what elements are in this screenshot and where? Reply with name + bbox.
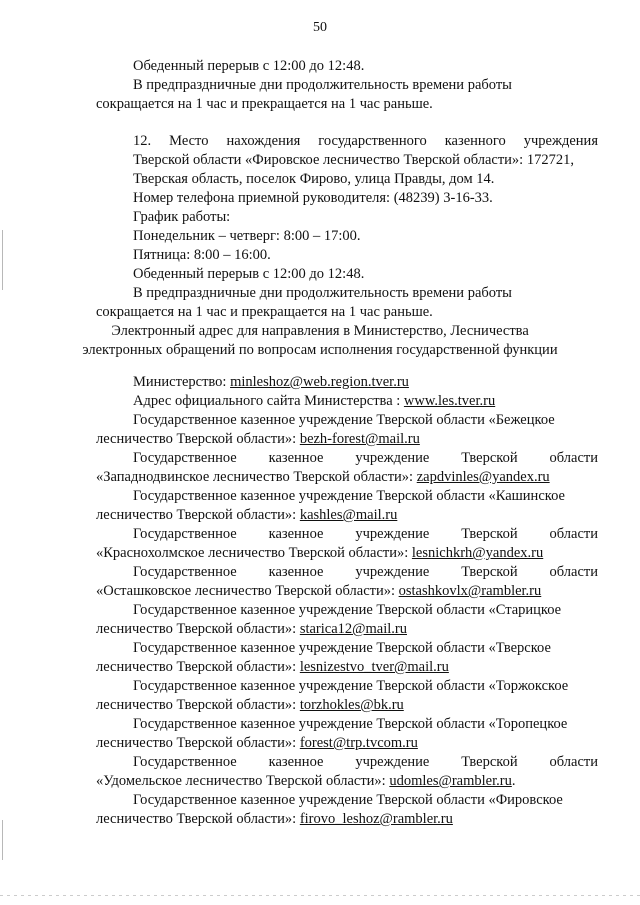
section-heading-line2: электронных обращений по вопросам исполнения государственной функции	[82, 342, 558, 358]
holiday-line: В предпраздничные дни продолжительность времени работы	[133, 77, 512, 93]
firov-line2	[96, 810, 453, 829]
osta-word: Государственное	[133, 564, 237, 580]
zap-line1	[133, 449, 598, 468]
udom-label: «Удомельское лесничество Тверской области»:	[96, 773, 390, 789]
udom-line2	[96, 772, 515, 791]
item-12-address: Тверская область, поселок Фирово, улица Правды, дом 14.	[133, 171, 495, 187]
ministry-label: Министерство:	[133, 374, 231, 390]
kras-line1	[133, 525, 598, 544]
bezh-line2	[96, 430, 420, 449]
osta-word: учреждение	[355, 564, 430, 580]
bezh-email-link[interactable]: bezh-forest@mail.ru	[299, 431, 420, 447]
item-word: Место	[169, 133, 209, 149]
schedule-fri: Пятница: 8:00 – 16:00.	[133, 247, 271, 263]
site-label: Адрес официального сайта Министерства :	[133, 393, 404, 409]
star-label: лесничество Тверской области»:	[96, 621, 300, 637]
star-email-link[interactable]: starica12@mail.ru	[299, 621, 407, 637]
item-word: государственного	[318, 133, 427, 149]
ministry-email-link[interactable]: minleshoz@web.region.tver.ru	[230, 374, 409, 390]
zap-word: казенное	[268, 450, 324, 466]
torzh-line2	[96, 696, 404, 715]
schedule-lunch: Обеденный перерыв с 12:00 до 12:48.	[133, 266, 365, 282]
torop-email-link[interactable]: forest@trp.tvcom.ru	[299, 735, 418, 751]
osta-word: Тверской	[461, 564, 518, 580]
zap-word: области	[549, 450, 598, 466]
udom-line1	[133, 753, 598, 772]
udom-word: Тверской	[461, 754, 518, 770]
tver-line2	[96, 658, 449, 677]
ministry-email-line	[133, 373, 409, 392]
kash-line2	[96, 506, 397, 525]
schedule-title: График работы:	[133, 209, 231, 225]
section-heading-line1: Электронный адрес для направления в Министерство, Лесничества	[111, 323, 529, 339]
kras-email-link[interactable]: lesnichkrh@yandex.ru	[411, 545, 544, 561]
firov-email-link[interactable]: firovo_leshoz@rambler.ru	[299, 811, 453, 827]
zap-label: «Западнодвинское лесничество Тверской области»:	[96, 469, 417, 485]
scan-edge-mark	[2, 230, 3, 290]
torzh-email-link[interactable]: torzhokles@bk.ru	[299, 697, 404, 713]
udom-word: области	[549, 754, 598, 770]
kras-label: «Краснохолмское лесничество Тверской области»:	[96, 545, 412, 561]
zap-word: Тверской	[461, 450, 518, 466]
site-line	[133, 392, 495, 411]
item-12-heading	[133, 132, 598, 151]
item-word: казенного	[444, 133, 506, 149]
schedule-holiday-cont: сокращается на 1 час и прекращается на 1 час раньше.	[96, 304, 433, 320]
zap-word: учреждение	[355, 450, 430, 466]
kras-word: учреждение	[355, 526, 430, 542]
osta-label: «Осташковское лесничество Тверской области»:	[96, 583, 399, 599]
zap-email-link[interactable]: zapdvinles@yandex.ru	[416, 469, 550, 485]
udom-word: казенное	[268, 754, 324, 770]
osta-email-link[interactable]: ostashkovlx@rambler.ru	[398, 583, 542, 599]
torop-label: лесничество Тверской области»:	[96, 735, 300, 751]
udom-word: Государственное	[133, 754, 237, 770]
firov-label: лесничество Тверской области»:	[96, 811, 300, 827]
kash-label: лесничество Тверской области»:	[96, 507, 300, 523]
star-line1: Государственное казенное учреждение Тверской области «Старицкое	[133, 602, 562, 618]
udom-period: .	[511, 773, 516, 789]
kash-email-link[interactable]: kashles@mail.ru	[299, 507, 398, 523]
torop-line1: Государственное казенное учреждение Тверской области «Торопецкое	[133, 716, 568, 732]
udom-email-link[interactable]: udomles@rambler.ru	[389, 773, 512, 789]
torop-line2	[96, 734, 418, 753]
kras-word: казенное	[268, 526, 324, 542]
zap-word: Государственное	[133, 450, 237, 466]
kras-line2	[96, 544, 543, 563]
tver-line1: Государственное казенное учреждение Тверской области «Тверское	[133, 640, 551, 656]
item-word: учреждения	[523, 133, 598, 149]
scan-edge-mark	[2, 820, 3, 860]
kras-word: Государственное	[133, 526, 237, 542]
item-word: 12.	[133, 133, 152, 149]
star-line2	[96, 620, 407, 639]
firov-line1: Государственное казенное учреждение Тверской области «Фировское	[133, 792, 563, 808]
torzh-line1: Государственное казенное учреждение Тверской области «Торжокское	[133, 678, 569, 694]
torzh-label: лесничество Тверской области»:	[96, 697, 300, 713]
item-word: нахождения	[226, 133, 301, 149]
kras-word: Тверской	[461, 526, 518, 542]
schedule-mon-thu: Понедельник – четверг: 8:00 – 17:00.	[133, 228, 361, 244]
osta-word: области	[549, 564, 598, 580]
bezh-label: лесничество Тверской области»:	[96, 431, 300, 447]
item-12-name: Тверской области «Фировское лесничество Тверской области»: 172721,	[133, 152, 574, 168]
site-link[interactable]: www.les.tver.ru	[403, 393, 496, 409]
bezh-line1: Государственное казенное учреждение Тверской области «Бежецкое	[133, 412, 555, 428]
udom-word: учреждение	[355, 754, 430, 770]
item-12-phone: Номер телефона приемной руководителя: (48239) 3-16-33.	[133, 190, 493, 206]
lunch-break-line: Обеденный перерыв с 12:00 до 12:48.	[133, 58, 365, 74]
osta-line2	[96, 582, 541, 601]
scan-bottom-artifact	[0, 895, 640, 896]
kras-word: области	[549, 526, 598, 542]
schedule-holiday: В предпраздничные дни продолжительность времени работы	[133, 285, 512, 301]
osta-line1	[133, 563, 598, 582]
holiday-line-cont: сокращается на 1 час и прекращается на 1 час раньше.	[96, 96, 433, 112]
tver-label: лесничество Тверской области»:	[96, 659, 300, 675]
tver-email-link[interactable]: lesnizestvo_tver@mail.ru	[299, 659, 449, 675]
kash-line1: Государственное казенное учреждение Тверской области «Кашинское	[133, 488, 565, 504]
zap-line2	[96, 468, 550, 487]
page-number: 50	[313, 20, 327, 35]
osta-word: казенное	[268, 564, 324, 580]
